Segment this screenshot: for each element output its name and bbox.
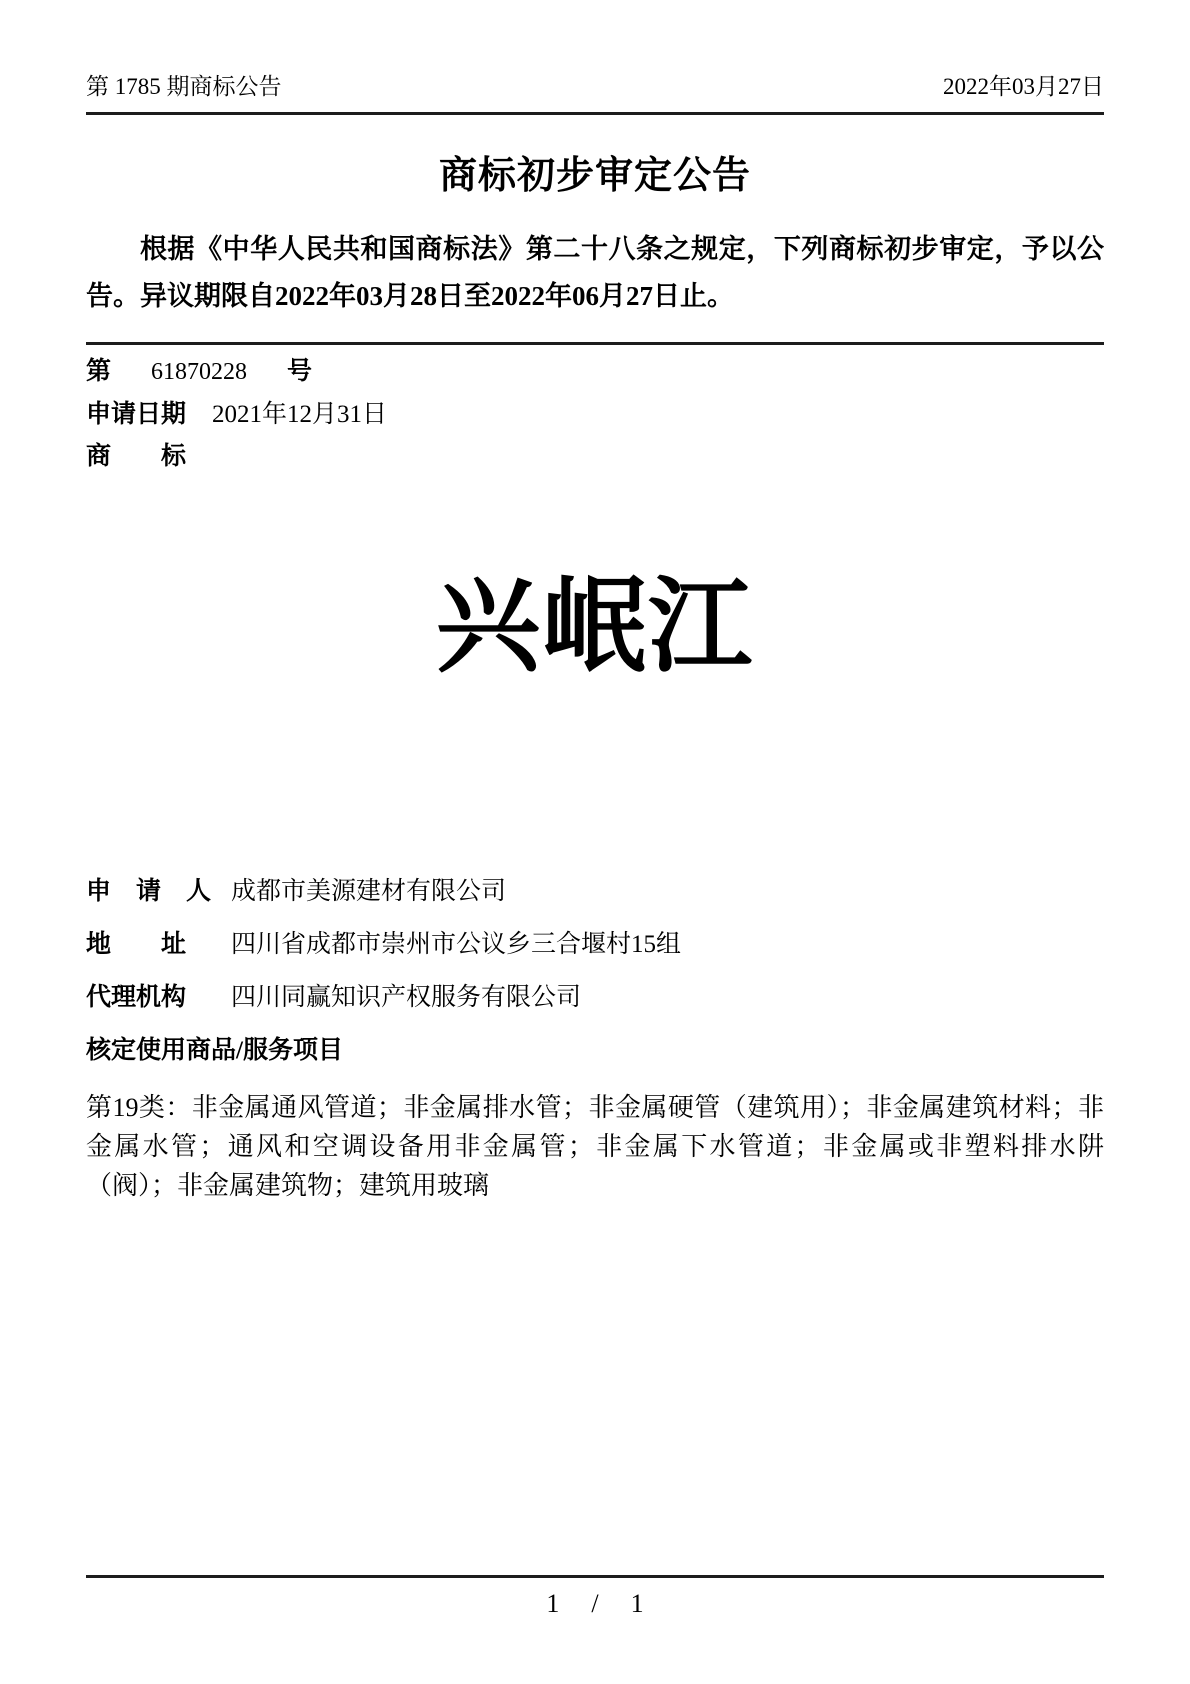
current-page-number: 1: [546, 1589, 560, 1618]
footer-divider: [86, 1575, 1104, 1578]
total-page-number: 1: [630, 1589, 644, 1618]
address-value: 四川省成都市崇州市公议乡三合堰村15组: [231, 931, 682, 958]
section-divider: [86, 342, 1104, 345]
registration-suffix-label: 号: [287, 358, 313, 385]
goods-services-list: 第19类：非金属通风管道；非金属排水管；非金属硬管（建筑用）；非金属建筑材料；非金属水管；通风和空调设备用非金属管；非金属下水管道；非金属或非塑料排水阱（阀）；非金属建筑物；建筑用玻璃: [86, 1093, 1104, 1200]
registration-prefix-label: 第: [86, 358, 112, 385]
agency-value: 四川同赢知识产权服务有限公司: [231, 984, 582, 1011]
header-divider: [86, 112, 1104, 115]
trademark-image-area: [86, 563, 1104, 693]
registration-number: 61870228: [151, 359, 248, 385]
address-label: 地 址: [86, 931, 187, 958]
applicant-row: [86, 877, 1104, 906]
gazette-issue-label: 第 1785 期商标公告: [86, 74, 282, 99]
registration-number-row: [86, 357, 1104, 387]
trademark-text: 兴岷江: [435, 570, 754, 685]
page-header: [86, 0, 1104, 100]
goods-services-heading: 核定使用商品/服务项目: [86, 1037, 343, 1064]
address-row: [86, 930, 1104, 959]
application-date-label: 申请日期: [86, 401, 187, 428]
applicant-label: 申 请 人: [86, 878, 212, 905]
trademark-fields: [86, 357, 1104, 471]
applicant-info: [86, 877, 1104, 1012]
agency-label: 代理机构: [86, 984, 187, 1011]
page-number: [0, 1589, 1190, 1619]
applicant-value: 成都市美源建材有限公司: [231, 878, 507, 905]
intro-paragraph: 根据《中华人民共和国商标法》第二十八条之规定，下列商标初步审定，予以公告。异议期限自2022年03月28日至2022年06月27日止。: [86, 234, 1104, 311]
gazette-date: 2022年03月27日: [943, 74, 1104, 99]
trademark-label: 商 标: [86, 443, 187, 470]
application-date-row: [86, 400, 1104, 429]
agency-row: [86, 983, 1104, 1012]
application-date-value: 2021年12月31日: [212, 401, 388, 428]
announcement-title: 商标初步审定公告: [438, 155, 751, 197]
page-number-separator: /: [591, 1589, 599, 1618]
trademark-label-row: [86, 442, 1104, 471]
